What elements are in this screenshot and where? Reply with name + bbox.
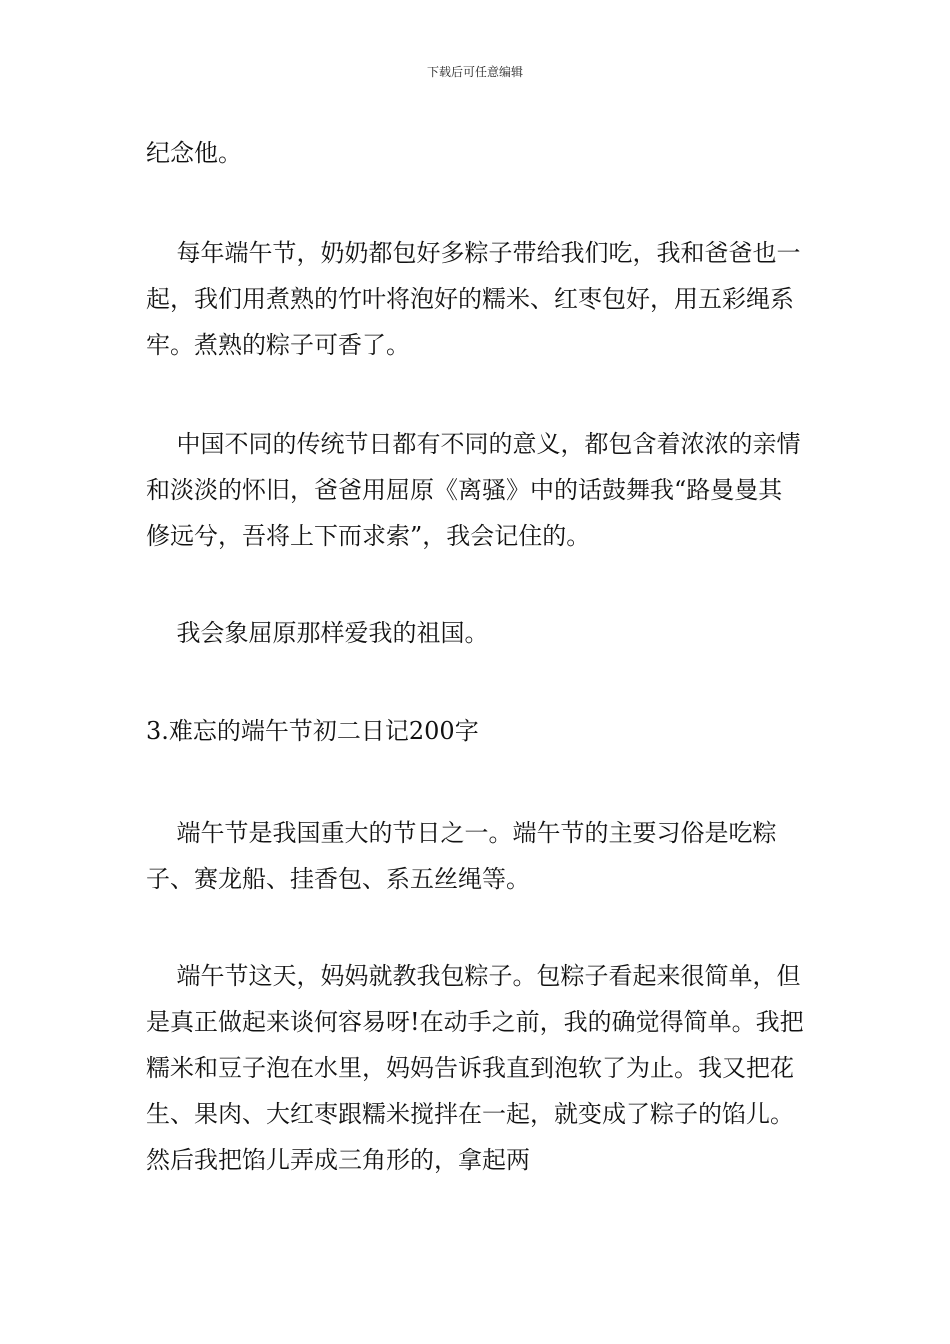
document-body xyxy=(146,130,806,1183)
paragraph-festival-customs: 端午节是我国重大的节日之一。端午节的主要习俗是吃粽子、赛龙船、挂香包、系五丝绳等。 xyxy=(146,819,777,893)
page-header: 下载后可任意编辑 xyxy=(426,65,523,79)
paragraph-continuation: 纪念他。 xyxy=(146,139,242,167)
paragraph-traditional-festivals: 中国不同的传统节日都有不同的意义，都包含着浓浓的亲情和淡淡的怀旧，爸爸用屈原《离骚》中的话鼓舞我“路曼曼其修远兮，吾将上下而求索”，我会记住的。 xyxy=(146,430,801,550)
paragraph-love-country: 我会象屈原那样爱我的祖国。 xyxy=(146,619,489,647)
paragraph-making-zongzi: 端午节这天，妈妈就教我包粽子。包粽子看起来很简单，但是真正做起来谈何容易呀!在动手之前，我的确觉得简单。我把糯米和豆子泡在水里，妈妈告诉我直到泡软了为止。我又把花生、果肉、大红枣跟糯米搅拌在一起，就变成了粽子的馅儿。然后我把馅儿弄成三角形的，拿起两 xyxy=(146,962,804,1174)
section-title: 3.难忘的端午节初二日记200字 xyxy=(146,717,479,745)
paragraph-zongzi-family: 每年端午节，奶奶都包好多粽子带给我们吃，我和爸爸也一起，我们用煮熟的竹叶将泡好的糯米、红枣包好，用五彩绳系牢。煮熟的粽子可香了。 xyxy=(146,239,801,359)
